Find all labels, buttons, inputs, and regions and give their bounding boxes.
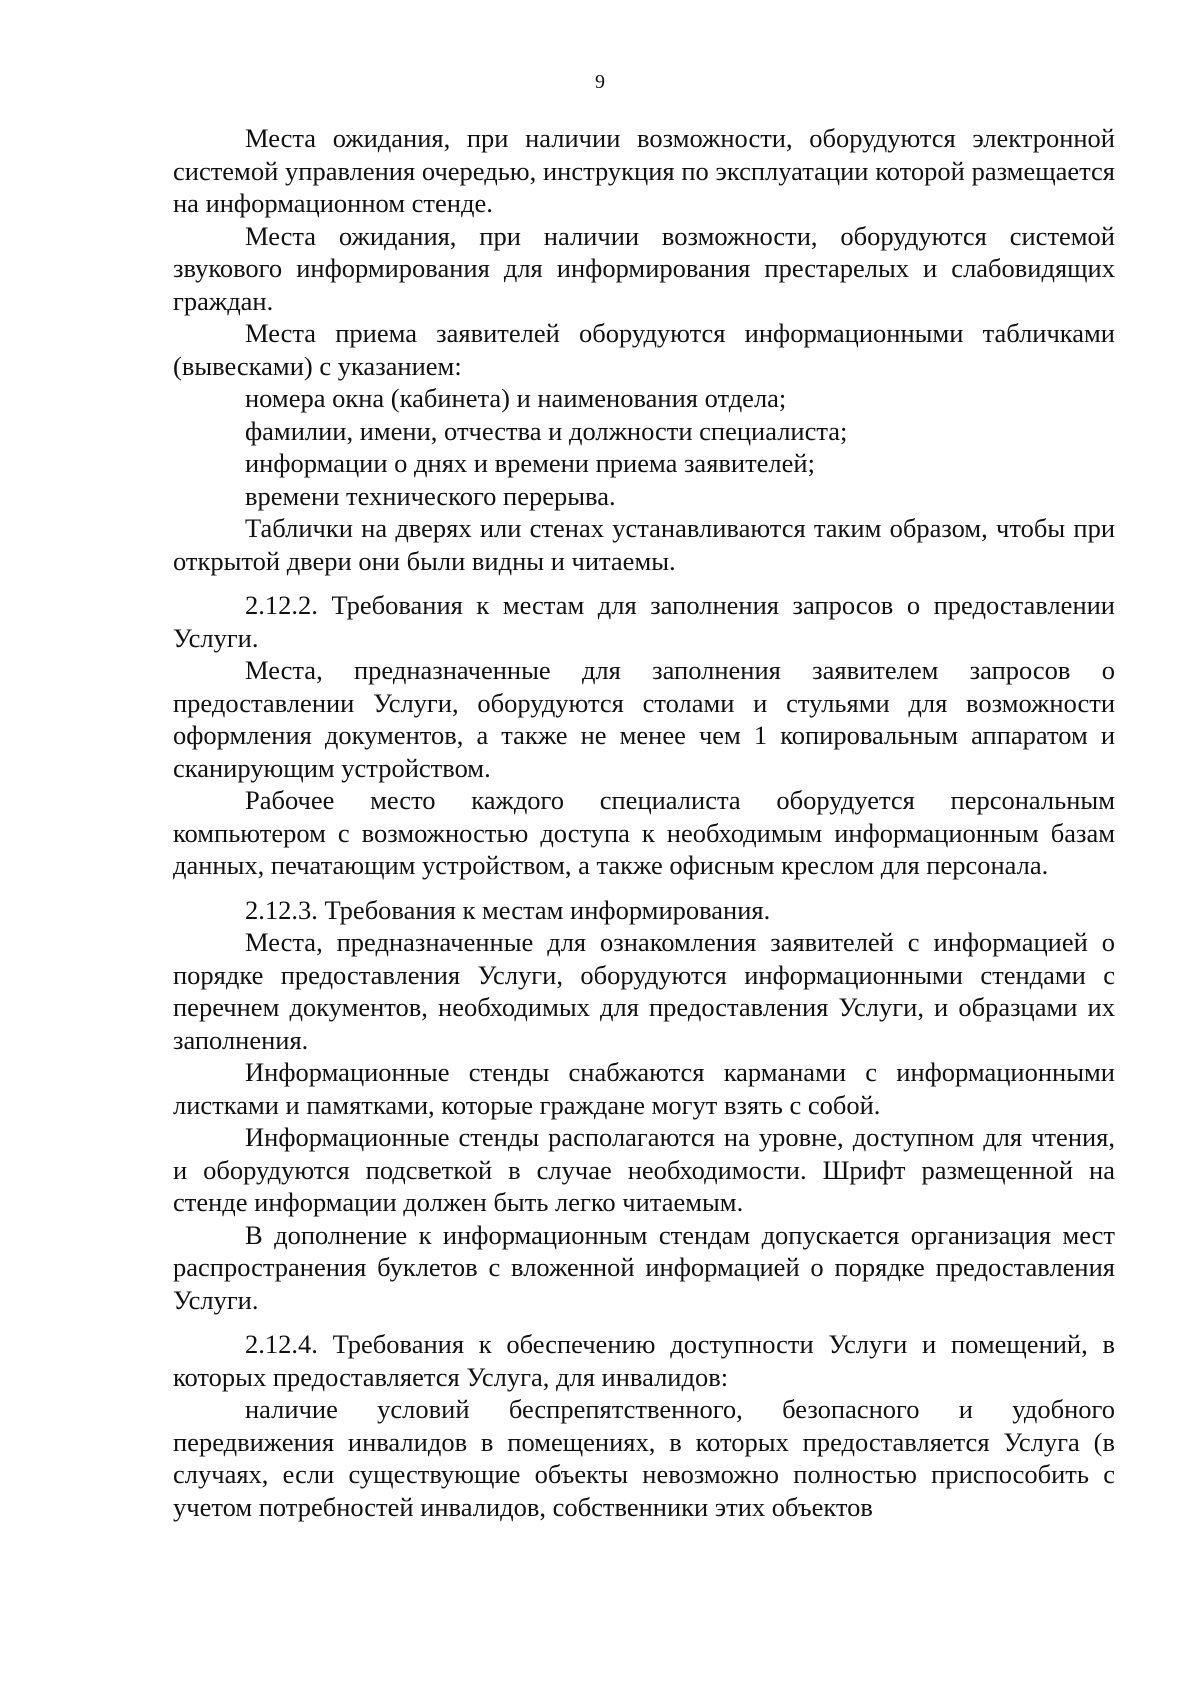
list-item: информации о днях и времени приема заявителей; bbox=[245, 448, 815, 478]
list-item: номера окна (кабинета) и наименования отдела; bbox=[245, 383, 787, 413]
paragraph: наличие условий беспрепятственного, безопасного и удобного передвижения инвалидов в помещениях, в которых предоставляется Услуга (в случаях, если существующие объекты невозможно полностью приспособить с учетом потребностей инвалидов, собственники этих объектов bbox=[173, 1394, 1115, 1522]
section-heading-paragraph: 2.12.2. Требования к местам для заполнения запросов о предоставлении Услуги. bbox=[173, 590, 1115, 653]
paragraph: В дополнение к информационным стендам допускается организация мест распространения буклетов с вложенной информацией о порядке предоставления Услуги. bbox=[173, 1219, 1115, 1315]
list-item: фамилии, имени, отчества и должности специалиста; bbox=[245, 415, 848, 446]
page-number: 9 bbox=[595, 71, 605, 93]
section-heading-paragraph: 2.12.4. Требования к обеспечению доступности Услуги и помещений, в которых предоставляется Услуга, для инвалидов: bbox=[173, 1329, 1115, 1392]
paragraph: Информационные стенды снабжаются карманами с информационными листками и памятками, которые граждане могут взять с собой. bbox=[173, 1057, 1115, 1120]
paragraph: Информационные стенды располагаются на уровне, доступном для чтения, и оборудуются подсветкой в случае необходимости. Шрифт размещенной на стенде информации должен быть легко читаемым. bbox=[173, 1122, 1115, 1217]
paragraph: Рабочее место каждого специалиста оборудуется персональным компьютером с возможностью доступа к необходимым информационным базам данных, печатающим устройством, а также офисным креслом для персонала. bbox=[173, 785, 1115, 880]
paragraph: Места приема заявителей оборудуются информационными табличками (вывесками) с указанием: bbox=[173, 318, 1115, 381]
list-item: времени технического перерыва. bbox=[245, 480, 616, 511]
paragraph: Места ожидания, при наличии возможности, оборудуются системой звукового информирования для информирования престарелых и слабовидящих граждан. bbox=[173, 220, 1115, 316]
paragraph: Места ожидания, при наличии возможности, оборудуются электронной системой управления очередью, инструкция по эксплуатации которой размещается на информационном стенде. bbox=[173, 123, 1115, 218]
paragraph: Таблички на дверях или стенах устанавливаются таким образом, чтобы при открытой двери они были видны и читаемы. bbox=[173, 513, 1115, 576]
section-heading-paragraph: 2.12.3. Требования к местам информирования. bbox=[245, 894, 771, 925]
paragraph: Места, предназначенные для заполнения заявителем запросов о предоставлении Услуги, оборудуются столами и стульями для возможности оформления документов, а также не менее чем 1 копировальным аппаратом и сканирующим устройством. bbox=[173, 655, 1115, 783]
document-body bbox=[173, 122, 1115, 1523]
paragraph: Места, предназначенные для ознакомления заявителей с информацией о порядке предоставления Услуги, оборудуются информационными стендами с перечнем документов, необходимых для предоставления Услуги, и образцами их заполнения. bbox=[173, 927, 1115, 1055]
